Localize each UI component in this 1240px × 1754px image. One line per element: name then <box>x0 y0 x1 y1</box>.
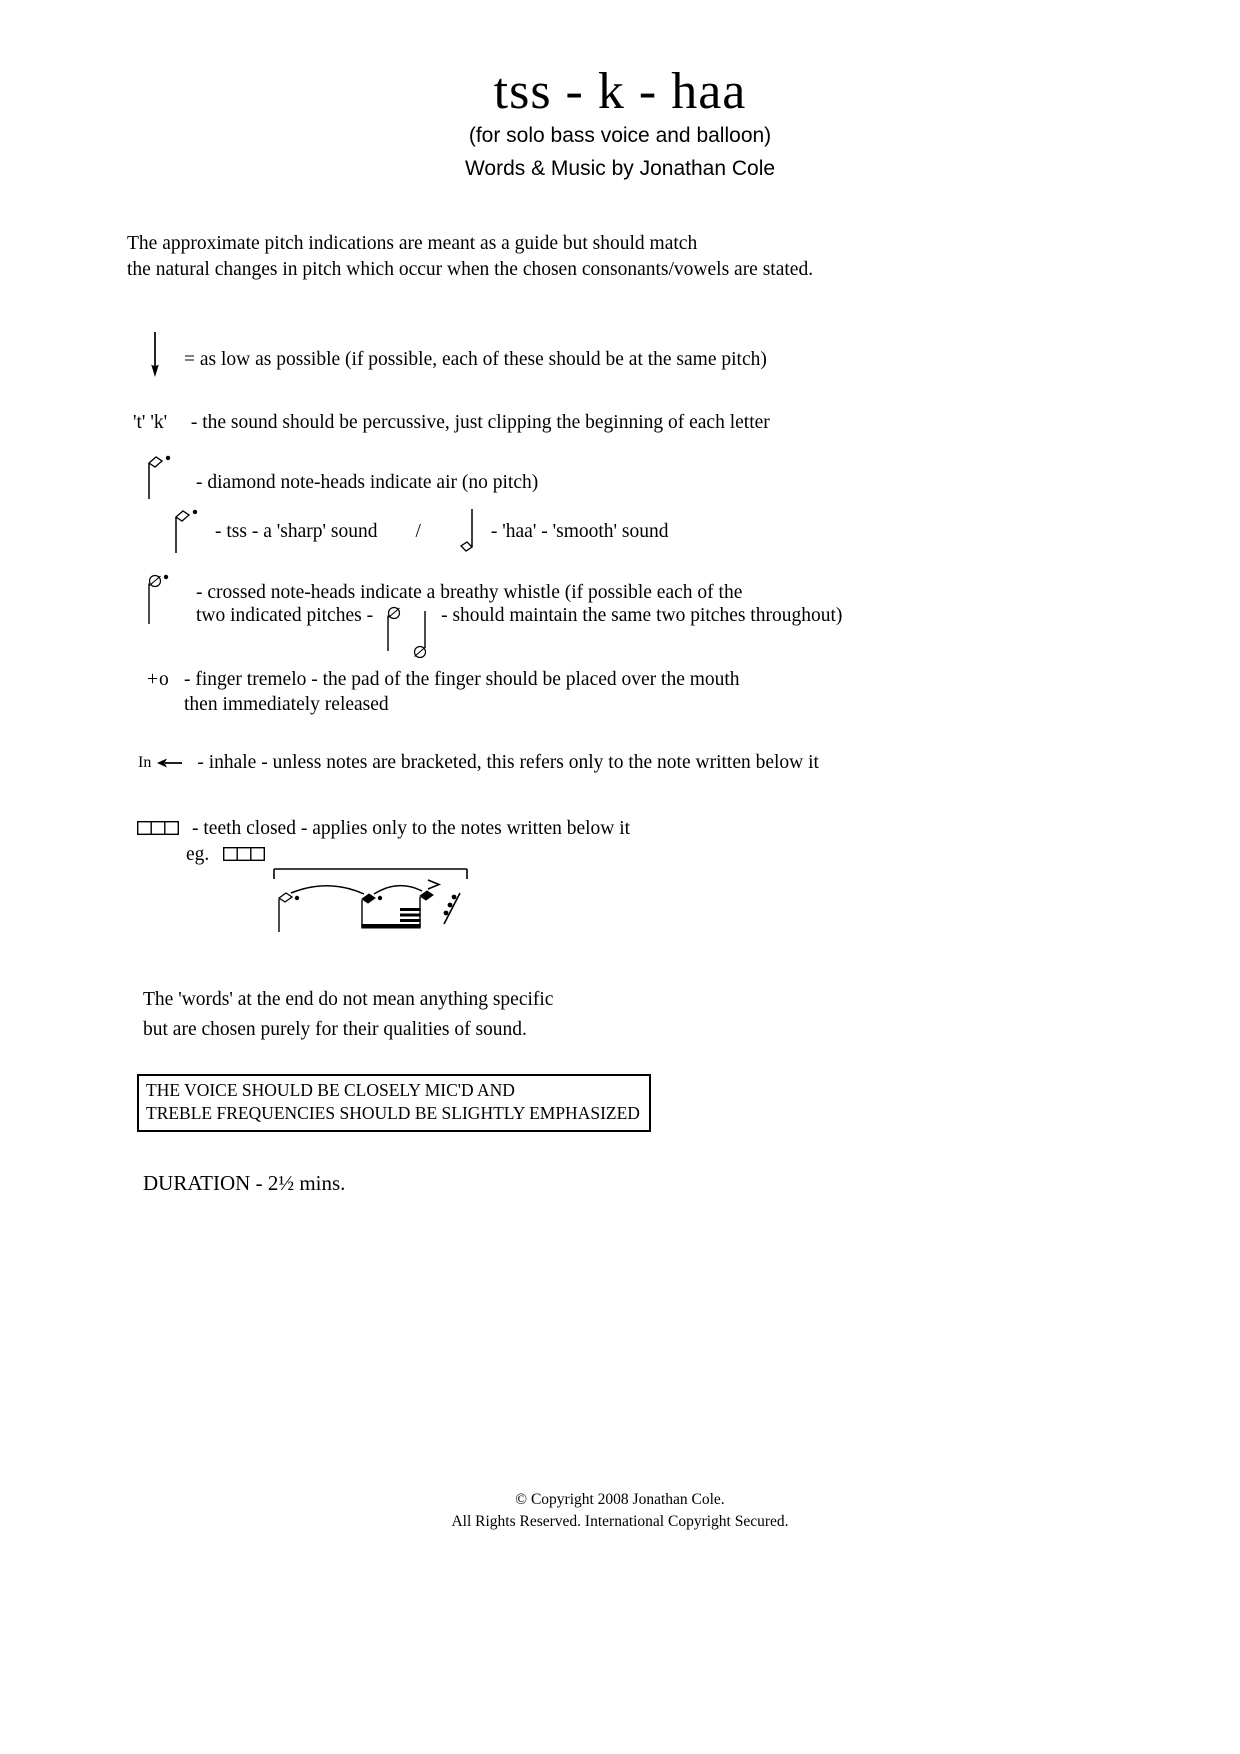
legend-inhale-prefix: In <box>138 754 152 771</box>
legend-crossed-line2 <box>196 603 842 661</box>
legend-slash: / <box>415 520 421 542</box>
legend-crossed-line1: - crossed note-heads indicate a breathy whistle (if possible each of the <box>196 582 743 603</box>
legend-tremolo-text <box>184 667 740 717</box>
diamond-note-icon <box>146 452 174 502</box>
legend-haa-text: - 'haa' - 'smooth' sound <box>490 520 669 542</box>
mic-requirement-box <box>137 1074 651 1132</box>
legend-crossed-line2-post: - should maintain the same two pitches throughout) <box>441 605 843 626</box>
intro-line-1: The approximate pitch indications are meant as a guide but should match <box>127 233 698 254</box>
legend-crossed-line2-pre: two indicated pitches - <box>196 605 374 626</box>
intro-paragraph <box>127 231 813 283</box>
legend-inhale <box>138 750 819 775</box>
legend-teeth-text: - teeth closed - applies only to the notes written below it <box>192 818 631 839</box>
teeth-example-label: eg. <box>186 844 210 865</box>
crossed-note-down-icon <box>413 611 429 661</box>
words-note-line1: The 'words' at the end do not mean anything specific <box>143 989 554 1010</box>
legend-tss-text: - tss - a 'sharp' sound <box>215 520 378 542</box>
down-arrow-icon <box>148 330 162 378</box>
haa-note-icon <box>459 505 477 557</box>
crossed-note-up-icon <box>385 605 401 655</box>
notation-example <box>228 860 488 944</box>
inhale-left-arrow-icon <box>157 757 183 769</box>
words-note <box>143 985 553 1045</box>
legend-tss-haa <box>173 505 669 557</box>
diamond-note-icon <box>173 506 201 556</box>
legend-tremolo-line1: - finger tremelo - the pad of the finger should be placed over the mouth <box>184 669 740 690</box>
page-subtitle: (for solo bass voice and balloon) <box>468 124 772 147</box>
mic-box-line2: TREBLE FREQUENCIES SHOULD BE SLIGHTLY EMPHASIZED <box>146 1103 640 1123</box>
crossed-note-icon <box>145 572 173 628</box>
legend-inhale-text: - inhale - unless notes are bracketed, this refers only to the note written below it <box>197 752 819 773</box>
byline: Words & Music by Jonathan Cole <box>464 157 776 180</box>
footer-copyright <box>0 1489 1240 1533</box>
copyright-line1: © Copyright 2008 Jonathan Cole. <box>515 1491 725 1508</box>
words-note-line2: but are chosen purely for their qualities of sound. <box>143 1019 527 1040</box>
teeth-closed-icon <box>223 847 265 861</box>
legend-tremolo-line2: then immediately released <box>184 694 389 715</box>
intro-line-2: the natural changes in pitch which occur when the chosen consonants/vowels are stated. <box>127 259 814 280</box>
legend-diamond-text: - diamond note-heads indicate air (no pitch) <box>196 472 539 493</box>
mic-box-line1: THE VOICE SHOULD BE CLOSELY MIC'D AND <box>146 1080 515 1100</box>
page-title: tss - k - haa <box>493 63 747 120</box>
legend-percussive-text: - the sound should be percussive, just clipping the beginning of each letter <box>190 412 770 433</box>
teeth-closed-icon <box>137 821 179 835</box>
duration-text: DURATION - 2½ mins. <box>143 1171 346 1195</box>
legend-percussive <box>133 410 770 435</box>
legend-low-text: = as low as possible (if possible, each of these should be at the same pitch) <box>184 349 767 370</box>
copyright-line2: All Rights Reserved. International Copyright Secured. <box>451 1513 789 1530</box>
finger-tremolo-symbol: +o <box>147 669 170 690</box>
legend-percussive-prefix: 't' 'k' <box>133 412 168 433</box>
